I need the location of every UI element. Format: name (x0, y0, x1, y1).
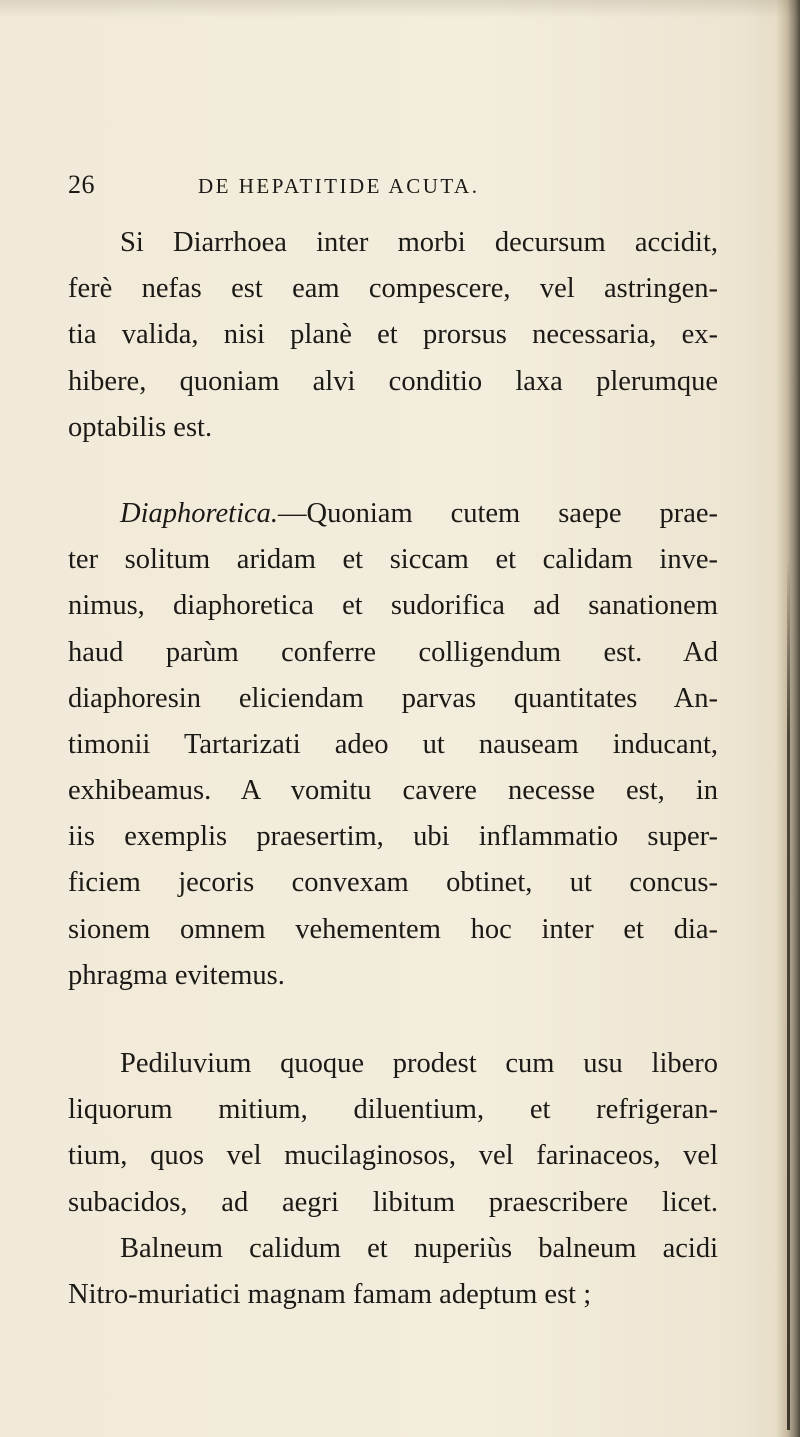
heading-continuation: —Quoniam cutem saepe prae- (278, 497, 718, 529)
text-line: tium, quos vel mucilaginosos, vel farinaceos, vel (68, 1140, 718, 1172)
page-top-shadow (0, 0, 800, 18)
text-line: ter solitum aridam et siccam et calidam inve- (68, 544, 718, 576)
text-line: exhibeamus. A vomitu cavere necesse est, in (68, 775, 718, 807)
text-line: Balneum calidum et nuperiùs balneum acidi (120, 1232, 718, 1264)
paragraph-pediluvium (68, 1041, 718, 1318)
page-header (68, 170, 688, 210)
text-line: iis exemplis praesertim, ubi inflammatio super- (68, 821, 718, 853)
running-head: DE HEPATITIDE ACUTA. (198, 174, 480, 198)
binding-edge (787, 560, 790, 1430)
text-line: phragma evitemus. (68, 959, 285, 991)
paragraph-spacer (68, 999, 718, 1041)
text-line: subacidos, ad aegri libitum praescribere licet. (68, 1186, 718, 1218)
text-line: optabilis est. (68, 411, 213, 443)
paragraph-spacer (68, 451, 718, 491)
paragraph-diaphoretica (68, 491, 718, 999)
body-text (68, 220, 718, 1318)
text-line: ficiem jecoris convexam obtinet, ut concus- (68, 867, 718, 899)
text-line: Pediluvium quoque prodest cum usu libero (120, 1048, 718, 1079)
text-line (68, 491, 718, 537)
text-line: tia valida, nisi planè et prorsus necessaria, ex- (68, 319, 718, 351)
text-line: ferè nefas est eam compescere, vel astringen- (68, 273, 718, 305)
page-number: 26 (68, 170, 95, 199)
text-line: Nitro-muriatici magnam famam adeptum est ; (68, 1278, 592, 1310)
text-line: haud parùm conferre colligendum est. Ad (68, 636, 718, 668)
text-line: Si Diarrhoea inter morbi decursum accidit, (120, 227, 718, 258)
text-line: sionem omnem vehementem hoc inter et dia- (68, 913, 718, 945)
text-line: timonii Tartarizati adeo ut nauseam inducant, (68, 728, 718, 760)
paragraph-diarrhoea (68, 220, 718, 451)
section-heading: Diaphoretica. (120, 497, 279, 529)
text-line: liquorum mitium, diluentium, et refrigeran- (68, 1094, 718, 1126)
text-line: diaphoresin eliciendam parvas quantitates An- (68, 682, 718, 714)
text-line: hibere, quoniam alvi conditio laxa plerumque (68, 365, 718, 397)
text-line: nimus, diaphoretica et sudorifica ad sanationem (68, 590, 718, 622)
